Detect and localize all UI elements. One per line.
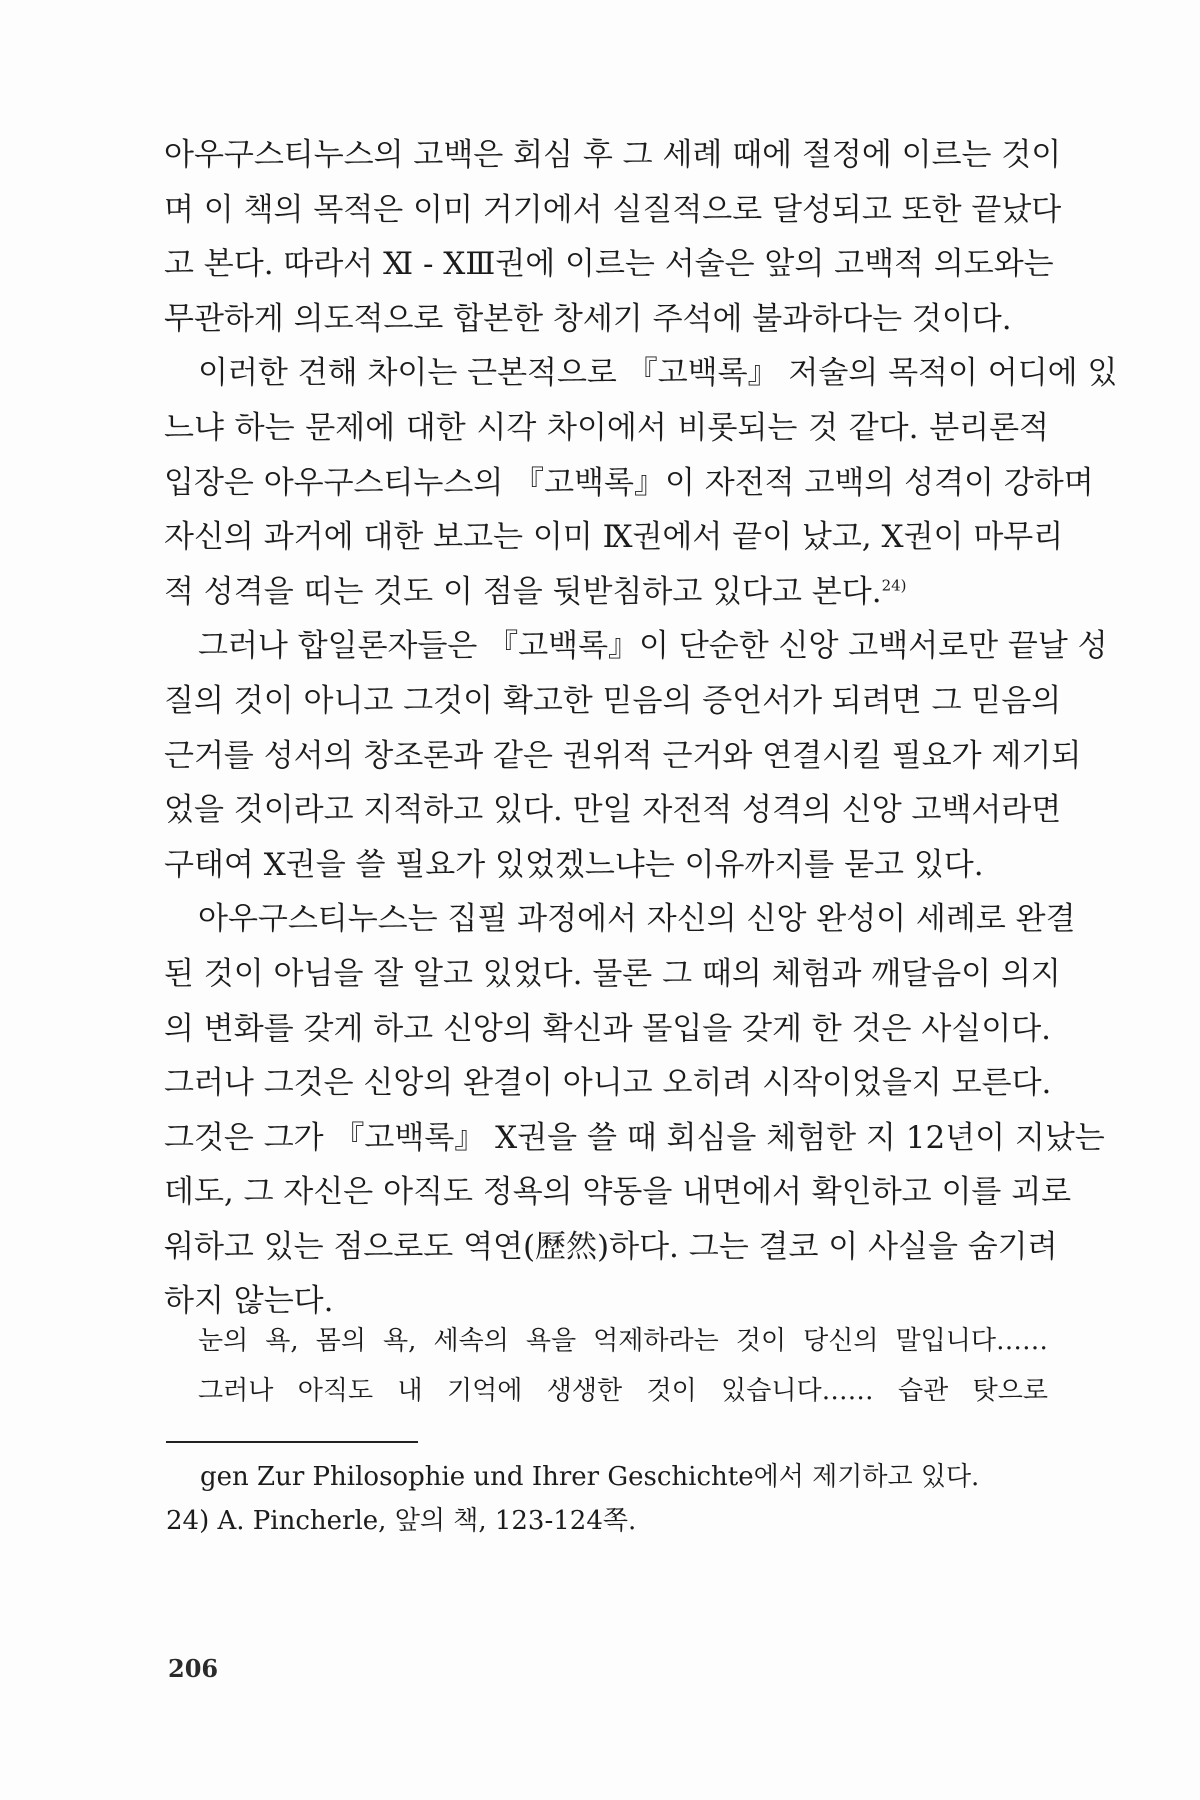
body-line: 그것은 그가 『고백록』 Ⅹ권을 쓸 때 회심을 체험한 지 12년이 지났는: [164, 1119, 1105, 1156]
body-line-with-footnote: [164, 565, 1049, 620]
body-line: 그러나 그것은 신앙의 완결이 아니고 오히려 시작이었을지 모른다.: [164, 1065, 1052, 1102]
block-quote: [198, 1316, 1048, 1416]
quote-line: 눈의 욕, 몸의 욕, 세속의 욕을 억제하라는 것이 당신의 말입니다……: [198, 1326, 1048, 1356]
paragraph-start-line: 이러한 견해 차이는 근본적으로 『고백록』 저술의 목적이 어디에 있: [198, 355, 1118, 392]
body-line: 하지 않는다.: [164, 1283, 334, 1320]
body-line: 된 것이 아님을 잘 알고 있었다. 물론 그 때의 체험과 깨달음이 의지: [164, 955, 1061, 992]
footnote-divider: [166, 1441, 418, 1443]
quote-line: 그러나 아직도 내 기억에 생생한 것이 있습니다…… 습관 탓으로: [198, 1376, 1048, 1406]
footnote-line: gen Zur Philosophie und Ihrer Geschichte에서 제기하고 있다.: [200, 1462, 980, 1492]
body-line: 자신의 과거에 대한 보고는 이미 Ⅸ권에서 끝이 났고, Ⅹ권이 마무리: [164, 519, 1064, 556]
footnote-line: 24) A. Pincherle, 앞의 책, 123-124쪽.: [166, 1506, 637, 1536]
main-body-text: [164, 128, 1118, 1329]
body-line: 었을 것이라고 지적하고 있다. 만일 자전적 성격의 신앙 고백서라면: [164, 792, 1062, 829]
body-line: 근거를 성서의 창조론과 같은 권위적 근거와 연결시킬 필요가 제기되: [164, 737, 1082, 774]
body-line-text: 적 성격을 띠는 것도 이 점을 뒷받침하고 있다고 본다.: [164, 573, 882, 610]
page-number: 206: [168, 1654, 219, 1683]
body-line: 데도, 그 자신은 아직도 정욕의 약동을 내면에서 확인하고 이를 괴로: [164, 1174, 1072, 1211]
paragraph-start-line: 그러나 합일론자들은 『고백록』이 단순한 신앙 고백서로만 끝날 성: [198, 628, 1108, 665]
body-line: 느냐 하는 문제에 대한 시각 차이에서 비롯되는 것 같다. 분리론적: [164, 409, 1049, 446]
body-line: 질의 것이 아니고 그것이 확고한 믿음의 증언서가 되려면 그 믿음의: [164, 682, 1062, 719]
body-line: 입장은 아우구스티누스의 『고백록』이 자전적 고백의 성격이 강하며: [164, 464, 1094, 501]
footnote-marker: 24): [881, 576, 907, 595]
body-line: 무관하게 의도적으로 합본한 창세기 주석에 불과하다는 것이다.: [164, 300, 1012, 337]
body-line: 아우구스티누스의 고백은 회심 후 그 세례 때에 절정에 이르는 것이: [164, 137, 1062, 173]
body-line: 워하고 있는 점으로도 역연(歷然)하다. 그는 결코 이 사실을 숨기려: [164, 1228, 1058, 1265]
body-line: 며 이 책의 목적은 이미 거기에서 실질적으로 달성되고 또한 끝났다: [164, 191, 1062, 228]
paragraph-start-line: 아우구스티누스는 집필 과정에서 자신의 신앙 완성이 세례로 완결: [198, 901, 1076, 938]
body-line: 고 본다. 따라서 Ⅺ - ⅩⅢ권에 이르는 서술은 앞의 고백적 의도와는: [164, 246, 1054, 283]
body-line: 의 변화를 갖게 하고 신앙의 확신과 몰입을 갖게 한 것은 사실이다.: [164, 1010, 1051, 1047]
footnotes: [166, 1455, 1046, 1543]
body-line: 구태여 Ⅹ권을 쓸 필요가 있었겠느냐는 이유까지를 묻고 있다.: [164, 846, 984, 883]
